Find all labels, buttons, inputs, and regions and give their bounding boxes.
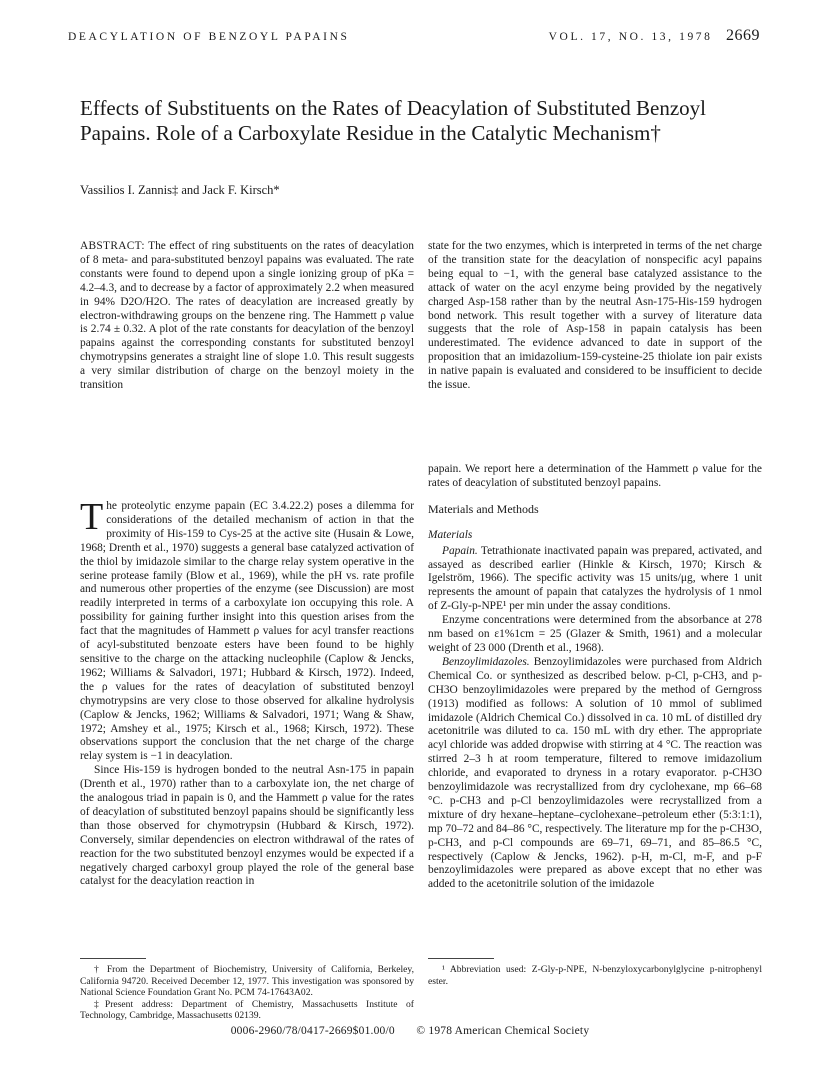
running-head-title: DEACYLATION OF BENZOYL PAPAINS [68, 31, 350, 43]
footnote-abbreviation: ¹ Abbreviation used: Z-Gly-p-NPE, N-benzyloxycarbonylglycine p-nitrophenyl ester. [428, 964, 762, 987]
abstract-left-text: The effect of ring substituents on the rates of deacylation of 8 meta- and para-substituted benzoyl papains was evaluated. The rate constants were found to depend upon a single ionizing group of pKa = 4.2–4.3, and to decrease by a factor of approximately 2.2 when measured in 94% D2O/H2O. The rates of deacylation are increased greatly by electron-withdrawing groups on the benzene ring. The Hammett ρ value is 2.74 ± 0.32. A plot of the rate constants for deacylation of the benzoyl papains against the corresponding constants for substituted benzoyl chymotrypsins generates a straight line of slope 1.0. This result suggests a very similar distribution of charge on the benzoyl moiety in the transition [80, 240, 414, 392]
page-footer [0, 1025, 820, 1037]
footnote-rule-right [428, 958, 494, 959]
footer-copyright: © 1978 American Chemical Society [416, 1025, 590, 1037]
section-heading: Materials and Methods [428, 501, 539, 516]
footnote-rule-left [80, 958, 146, 959]
benzoyl-label: Benzoylimidazoles. [442, 655, 530, 668]
drop-cap: T [80, 496, 104, 538]
abstract-label: ABSTRACT: [80, 240, 145, 252]
papain-paragraph: Tetrathionate inactivated papain was prepared, activated, and assayed as described earlier (Hinkle & Kirsch, 1970; Kirsch & Igelström, 1966). The specific activity was 15 units/μg, where 1 unit represents the amount of papain that catalyzes the hydrolysis of 1 nmol of Z-Gly-p-NPE¹ per min under the assay conditions. [428, 544, 762, 613]
enzyme-paragraph: Enzyme concentrations were determined from the absorbance at 278 nm based on ε1%1cm = 25 (Glazer & Smith, 1961) and a molecular weight of 23 000 (Drenth et al., 1968). [428, 614, 762, 654]
footnote-double-dagger: ‡Present address: Department of Chemistry, Massachusetts Institute of Technology, Cambridge, Massachusetts 02139. [80, 998, 414, 1021]
footnote-dagger: † From the Department of Biochemistry, University of California, Berkeley, California 94720. Received December 12, 1977. This investigation was sponsored by National Science Foundation Grant No. PCM 74-17643A02. [80, 964, 414, 998]
abstract-right-column [428, 240, 762, 393]
page-number: 2669 [726, 27, 760, 44]
authors: Vassilios I. Zannis‡ and Jack F. Kirsch* [80, 183, 280, 197]
intro-paragraph-1: he proteolytic enzyme papain (EC 3.4.22.2) poses a dilemma for considerations of the detailed mechanism of action in that the proximity of His-159 to Cys-25 at the active site (Husain & Lowe, 1968; Drenth et al., 1970) suggests a general base catalyzed activation of the thiol by imidazole similar to the charge relay system operative in the serine protease family (Blow et al., 1969), while the pH vs. rate profile and numerous other properties of the enzyme (see Discussion) are most readily interpreted in terms of a carboxylate ion occupying this role. A possibility for gaining further insight into this question arises from the fact that the magnitudes of Hammett ρ values for acyl transfer reactions of acyl-substituted benzoate esters have been found to be highly sensitive to the charge on the attacking nucleophile (Caplow & Jencks, 1962; Williams & Salvadori, 1971; Hubbard & Kirsch, 1972). Indeed, the ρ values for the rates of deacylation of substituted benzoyl chymotrypsins are very close to those observed for alkaline hydrolysis (Caplow & Jencks, 1962; Williams & Salvadori, 1971; Wang & Shaw, 1972; Amshey et al., 1975; Kirsch et al., 1968; Kirsch, 1972). These observations support the conclusion that the net charge of the charge relay system is −1 in deacylation. [80, 500, 414, 763]
footnotes-left [80, 964, 414, 1022]
abstract-right-text: state for the two enzymes, which is interpreted in terms of the net charge of the transition state for the deacylation of nonspecific acyl papains being equal to −1, with the general base catalyzed assistance to the attack of water on the acyl enzyme being provided by the negatively charged Asp-158 rather than by the neutral Asn-175-His-159 hydrogen bond network. This result together with a survey of literature data suggests that the role of Asp-158 in papain catalysis has been underestimated. The evidence advanced to date in support of the proposition that an imidazolium-159-cysteine-25 thiolate ion pair exists in native papain is evaluated and considered to be insufficient to decide the issue. [428, 240, 762, 392]
intro-paragraph-3: papain. We report here a determination of the Hammett ρ value for the rates of deacylation of substituted benzoyl papains. [428, 463, 762, 489]
body-right-column [428, 463, 762, 892]
footer-code: 0006-2960/78/0417-2669$01.00/0 [230, 1025, 395, 1037]
intro-paragraph-2: Since His-159 is hydrogen bonded to the neutral Asn-175 in papain (Drenth et al., 1970) rather than to a carboxylate ion, the net charge of the analogous triad in papain is 0, and the Hammett ρ value for the rates of deacylation of substituted benzoyl papains should be significantly less than those observed for chymotrypsin (Hubbard & Kirsch, 1972). Conversely, similar dependencies on electron withdrawal of the rates of reaction for the two substituted benzoyl enzymes would be expected if a negatively charged carboxyl group played the role of the general base catalyst for the deacylation reaction in [80, 764, 414, 888]
article-title: Effects of Substituents on the Rates of Deacylation of Substituted Benzoyl Papains. Role of a Carboxylate Residue in the Catalytic Mechanism† [80, 96, 707, 145]
running-head [68, 27, 760, 47]
volume-info: VOL. 17, NO. 13, 1978 [548, 31, 713, 43]
papain-label: Papain. [442, 544, 478, 557]
running-head-right [549, 27, 760, 45]
benzoyl-paragraph: Benzoylimidazoles were purchased from Aldrich Chemical Co. or synthesized as described below. p-Cl, p-CH3, and p-CH3O benzoylimidazoles were prepared by the method of Gerngross (1913) modified as follows: A solution of 10 mmol of sublimed imidazole (Aldrich Chemical Co.) dissolved in ca. 10 mL of distilled dry acetonitrile was diluted to ca. 150 mL with dry ether. The appropriate acyl chloride was added dropwise with stirring at 4 °C. The reaction was stirred 2–3 h at room temperature, filtered to remove imidazolium chloride, and evaporated to dryness in a rotary evaporator. p-CH3O benzoylimidazole was recrystallized from dry cyclohexane, mp 66–68 °C. p-CH3 and p-Cl benzoylimidazoles were recrystallized from a mixture of dry hexane–heptane–cyclohexane–petroleum ether (5:3:1:1), mp 70–72 and 84–86 °C, respectively. The literature mp for the p-CH3O, p-CH3, and p-Cl compounds are 69–71, 69–71, and 85–86.5 °C, respectively (Caplow & Jencks, 1962). p-H, m-Cl, m-F, and p-F benzoylimidazoles were prepared as above except that no ether was added to the acetonitrile solution of the imidazole [428, 655, 762, 891]
abstract-left-column [80, 240, 414, 393]
body-left-column [80, 496, 414, 889]
subsection-heading: Materials [428, 528, 473, 541]
